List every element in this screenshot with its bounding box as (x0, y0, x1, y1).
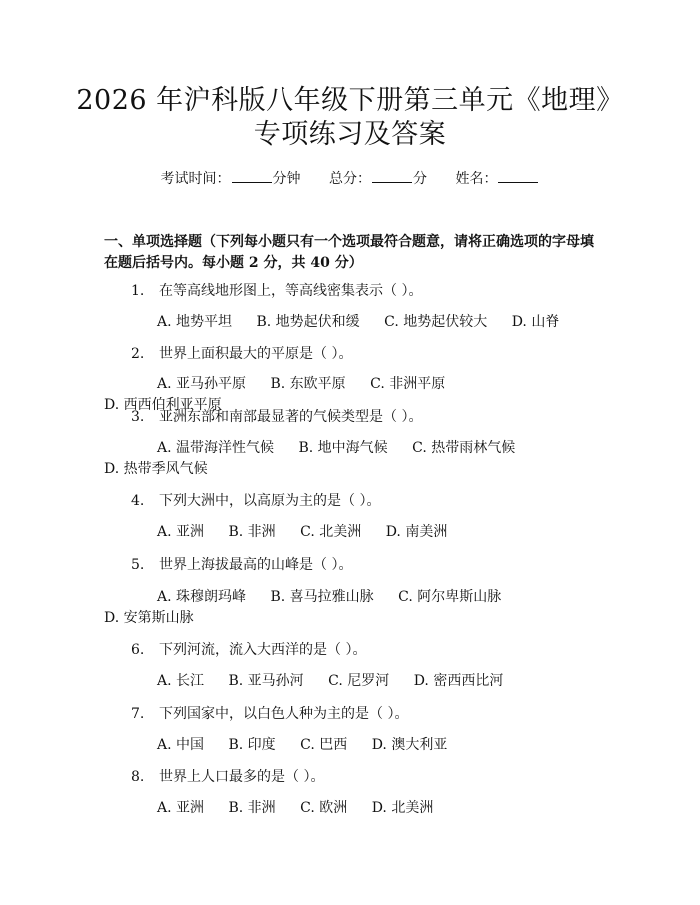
page-subtitle: 专项练习及答案 (253, 119, 447, 150)
question-text: 下列大洲中，以高原为主的是（ ）。 (159, 493, 381, 509)
question-stem (131, 641, 366, 659)
option-a[interactable]: A. 亚洲 (157, 524, 205, 540)
option-a[interactable]: A. 长江 (157, 673, 205, 689)
question-options (104, 438, 600, 480)
option-b[interactable]: B. 非洲 (228, 524, 276, 540)
student-name-label: 姓名： (455, 171, 498, 187)
option-a[interactable]: A. 中国 (157, 737, 205, 753)
option-d[interactable]: D. 热带季风气候 (104, 461, 208, 477)
exam-time-label: 考试时间： (160, 171, 231, 187)
question-text: 亚洲东部和南部最显著的气候类型是（ ）。 (159, 409, 423, 425)
question-number: 2. (131, 346, 145, 362)
option-c[interactable]: C. 欧洲 (300, 800, 348, 816)
total-score (329, 170, 427, 188)
student-name-blank[interactable] (498, 170, 538, 183)
section-heading: 一、单项选择题（下列每小题只有一个选项最符合题意，请将正确选项的字母填在题后括号内。每小题 2 分，共 40 分） (104, 234, 594, 271)
question-options (104, 735, 600, 756)
total-score-label: 总分： (329, 171, 371, 187)
option-b[interactable]: B. 非洲 (228, 800, 276, 816)
exam-time-blank[interactable] (232, 170, 272, 183)
total-score-blank[interactable] (372, 170, 412, 183)
question-options (104, 522, 600, 543)
page-title: 2026 年沪科版八年级下册第三单元《地理》 (76, 85, 624, 116)
option-d[interactable]: D. 北美洲 (371, 800, 434, 816)
question-text: 世界上人口最多的是（ ）。 (159, 769, 325, 785)
option-a[interactable]: A. 温带海洋性气候 (157, 440, 275, 456)
student-name (455, 170, 539, 188)
option-a[interactable]: A. 珠穆朗玛峰 (157, 589, 247, 605)
option-c[interactable]: C. 北美洲 (300, 524, 362, 540)
option-b[interactable]: B. 亚马孙河 (228, 673, 304, 689)
exam-info-line (0, 170, 700, 188)
option-c[interactable]: C. 非洲平原 (370, 376, 446, 392)
question-number: 3. (131, 409, 145, 425)
option-d[interactable]: D. 密西西比河 (413, 673, 504, 689)
question-stem (131, 492, 380, 510)
question-text: 世界上面积最大的平原是（ ）。 (159, 346, 353, 362)
option-d[interactable]: D. 南美洲 (385, 524, 448, 540)
option-a[interactable]: A. 亚洲 (157, 800, 205, 816)
option-c[interactable]: C. 热带雨林气候 (412, 440, 516, 456)
question-stem (131, 345, 352, 363)
question-options (104, 798, 600, 819)
option-b[interactable]: B. 地中海气候 (298, 440, 388, 456)
question-options (104, 587, 600, 629)
total-score-unit: 分 (413, 171, 427, 187)
option-c[interactable]: C. 巴西 (300, 737, 348, 753)
option-b[interactable]: B. 东欧平原 (270, 376, 346, 392)
option-a[interactable]: A. 地势平坦 (157, 314, 233, 330)
option-d[interactable]: D. 山脊 (511, 314, 560, 330)
question-options (104, 671, 600, 692)
question-stem (131, 705, 408, 723)
question-number: 7. (131, 706, 145, 722)
option-b[interactable]: B. 印度 (228, 737, 276, 753)
question-text: 下列国家中，以白色人种为主的是（ ）。 (159, 706, 409, 722)
option-d[interactable]: D. 安第斯山脉 (104, 610, 194, 626)
question-stem (131, 556, 352, 574)
question-options (104, 312, 600, 333)
question-text: 世界上海拔最高的山峰是（ ）。 (159, 557, 353, 573)
question-stem (131, 282, 422, 300)
question-number: 6. (131, 642, 145, 658)
question-text: 下列河流，流入大西洋的是（ ）。 (159, 642, 367, 658)
option-c[interactable]: C. 阿尔卑斯山脉 (398, 589, 502, 605)
exam-time (161, 170, 301, 188)
question-number: 4. (131, 493, 145, 509)
question-stem (131, 408, 422, 426)
option-d[interactable]: D. 澳大利亚 (371, 737, 448, 753)
option-b[interactable]: B. 地势起伏和缓 (256, 314, 360, 330)
question-number: 8. (131, 769, 145, 785)
question-number: 5. (131, 557, 145, 573)
option-b[interactable]: B. 喜马拉雅山脉 (270, 589, 374, 605)
option-c[interactable]: C. 地势起伏较大 (384, 314, 488, 330)
option-a[interactable]: A. 亚马孙平原 (157, 376, 247, 392)
question-stem (131, 768, 324, 786)
question-number: 1. (131, 283, 145, 299)
question-text: 在等高线地形图上，等高线密集表示（ ）。 (159, 283, 423, 299)
option-d[interactable]: D. 西西伯利亚平原 (104, 397, 222, 413)
option-c[interactable]: C. 尼罗河 (328, 673, 390, 689)
exam-time-unit: 分钟 (272, 171, 301, 187)
